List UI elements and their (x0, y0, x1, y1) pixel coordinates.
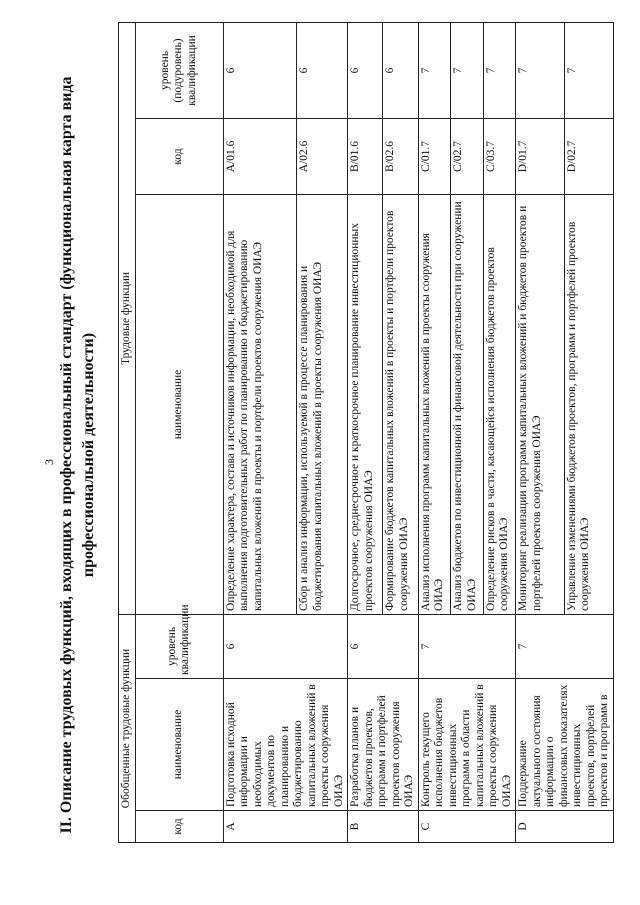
header-sublevel: уровень (подуровень) квалификации (135, 22, 223, 118)
function-code: B/01.6 (348, 118, 383, 194)
page-number: 3 (42, 459, 56, 465)
header-labor-functions: Трудовые функции (119, 22, 136, 614)
header-level: уровень квалификации (135, 614, 223, 678)
group-name: Поддержание актуального состояния информации о финансовых показателях инвестиционных проектов, портфелей проектов и программ в (516, 679, 614, 811)
function-code: C/01.7 (418, 118, 451, 194)
function-level: 7 (516, 22, 565, 118)
function-name: Сбор и анализ информации, используемой в процессе планирования и бюджетирования капитальных вложений в проекты сооружения ОИАЭ (297, 194, 348, 614)
function-name: Формирование бюджетов капитальных вложений в проекты и портфели проектов сооружения ОИАЭ (383, 194, 418, 614)
function-level: 6 (348, 22, 383, 118)
function-name: Мониторинг реализации программ капитальных вложений и бюджетов проектов и портфелей проектов сооружения ОИАЭ (516, 194, 565, 614)
function-code: B/02.6 (383, 118, 418, 194)
functional-map-table (118, 22, 614, 843)
function-name: Определение рисков в части, касающейся исполнения бюджетов проектов сооружения ОИАЭ (483, 194, 516, 614)
function-code: D/01.7 (516, 118, 565, 194)
table-row (348, 22, 383, 842)
function-level: 6 (223, 22, 297, 118)
group-level: 6 (223, 614, 348, 678)
group-code: A (223, 811, 348, 843)
function-level: 6 (297, 22, 348, 118)
group-code: D (516, 811, 614, 843)
group-code: C (418, 811, 516, 843)
header-function-code: код (135, 118, 223, 194)
function-level: 7 (451, 22, 484, 118)
function-code: A/01.6 (223, 118, 297, 194)
function-name: Долгосрочное, среднесрочное и краткосрочное планирование инвестиционных проектов сооружения ОИАЭ (348, 194, 383, 614)
function-name: Анализ исполнения программ капитальных вложений в проекты сооружения ОИАЭ (418, 194, 451, 614)
header-name: наименование (135, 679, 223, 811)
section-heading (56, 25, 100, 885)
table-row (516, 22, 565, 842)
group-code: B (348, 811, 419, 843)
heading-line-2: профессиональной деятельности) (80, 332, 97, 578)
group-name: Контроль текущего исполнения бюджетов инвестиционных программ в области капитальных вложений в проекты сооружения ОИАЭ (418, 679, 516, 811)
table-row (418, 22, 451, 842)
header-code: код (135, 811, 223, 843)
group-level: 6 (348, 614, 419, 678)
function-code: D/02.7 (564, 118, 613, 194)
function-name: Определение характера, состава и источников информации, необходимой для выполнения подготовительных работ по планированию и бюджетированию капитальных вложений в проекты и портфели проектов сооружения ОИАЭ (223, 194, 297, 614)
heading-line-1: II. Описание трудовых функций, входящих в профессиональный стандарт (функциональная карта вида (58, 76, 75, 834)
function-code: C/02.7 (451, 118, 484, 194)
function-level: 7 (564, 22, 613, 118)
function-code: C/03.7 (483, 118, 516, 194)
header-function-name: наименование (135, 194, 223, 614)
header-generalized-functions: Обобщенные трудовые функции (119, 614, 136, 842)
group-level: 7 (516, 614, 614, 678)
function-level: 6 (383, 22, 418, 118)
table-row (223, 22, 297, 842)
function-level: 7 (418, 22, 451, 118)
group-name: Разработка планов и бюджетов проектов, программ и портфелей проектов сооружения ОИАЭ (348, 679, 419, 811)
function-code: A/02.6 (297, 118, 348, 194)
function-name: Управление изменениями бюджетов проектов, программ и портфелей проектов сооружения ОИАЭ (564, 194, 613, 614)
group-name: Подготовка исходной информации и необходимых документов по планированию и бюджетированию капитальных вложений в проекты сооружения ОИАЭ (223, 679, 348, 811)
function-level: 7 (483, 22, 516, 118)
group-level: 7 (418, 614, 516, 678)
function-name: Анализ бюджетов по инвестиционной и финансовой деятельности при сооружении ОИАЭ (451, 194, 484, 614)
